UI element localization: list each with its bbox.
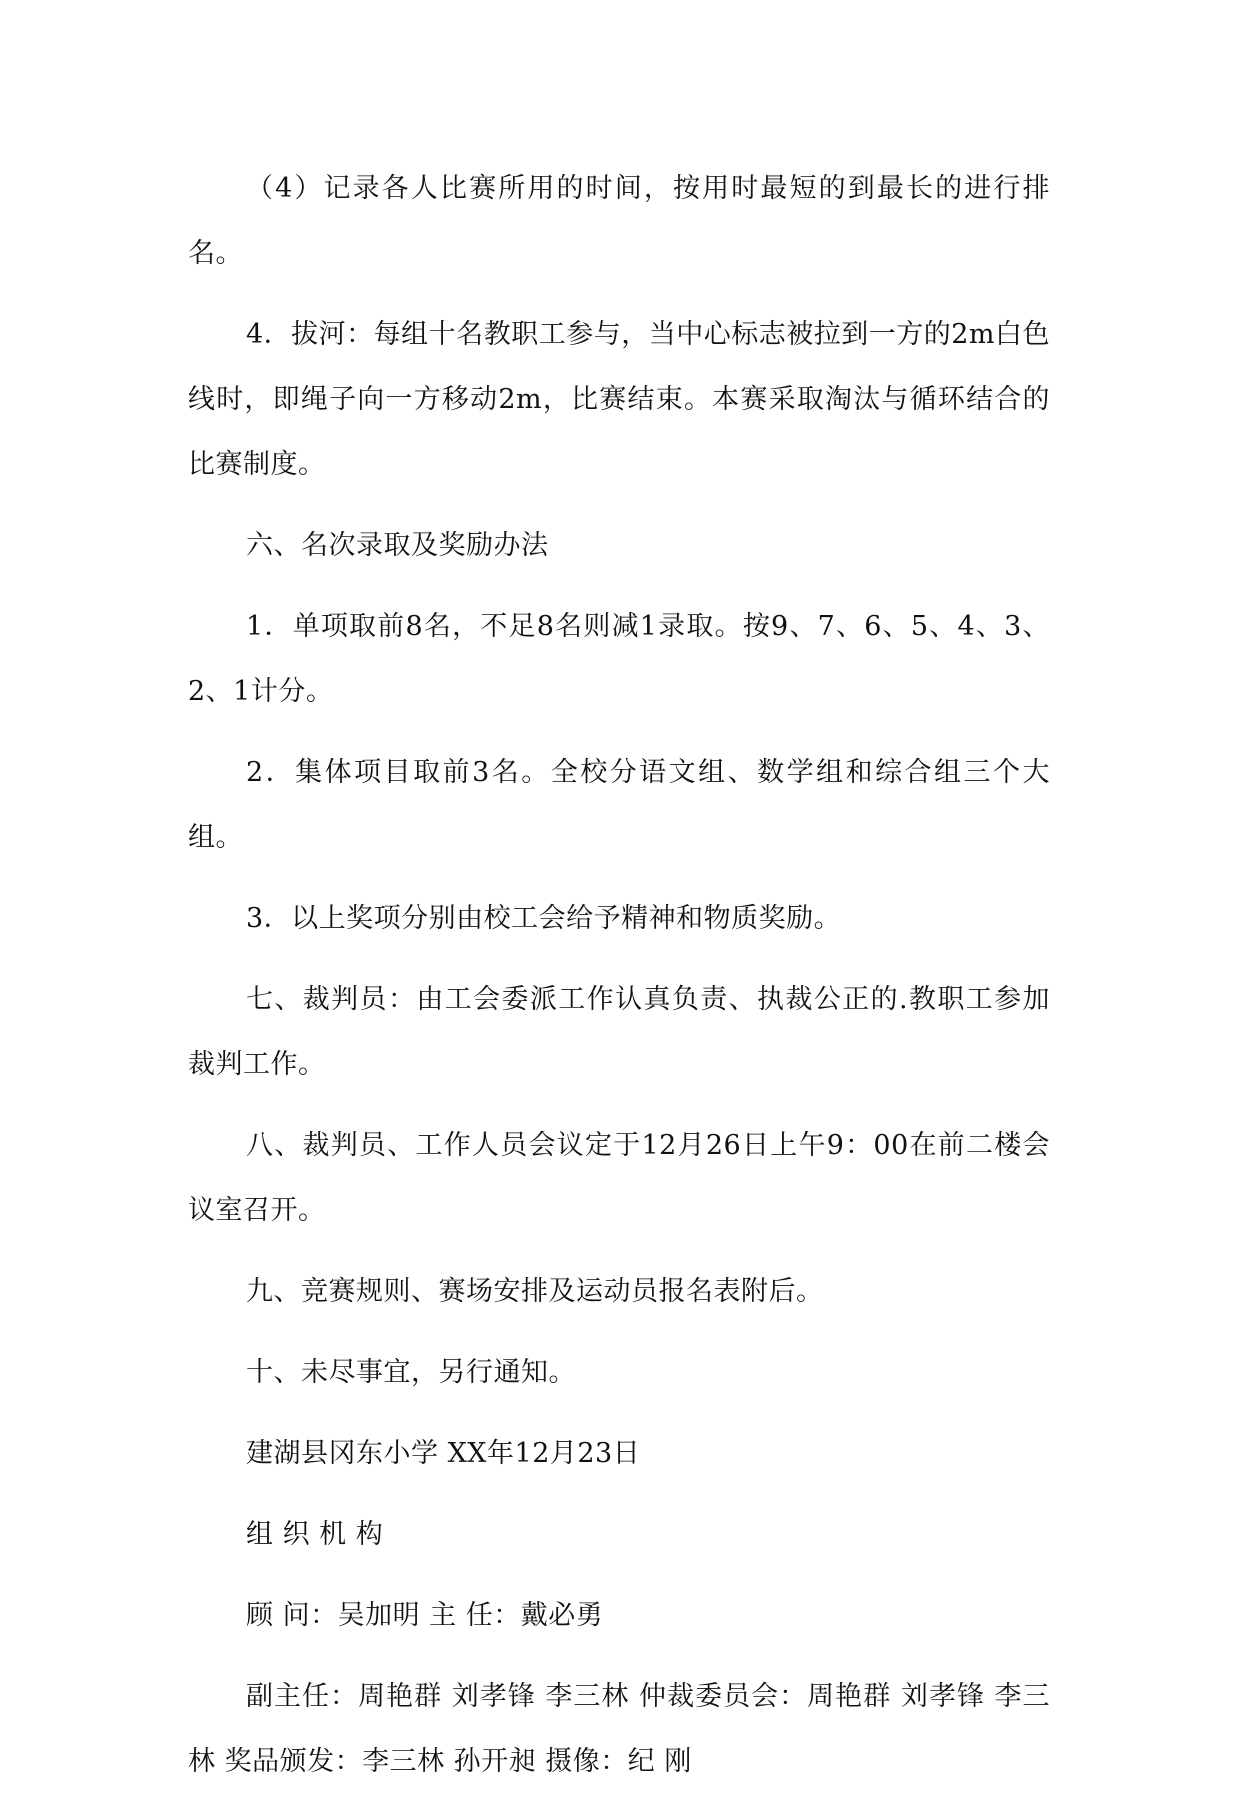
paragraph-tug-of-war: 4．拔河：每组十名教职工参与，当中心标志被拉到一方的2m白色线时，即绳子向一方移动2m，比赛结束。本赛采取淘汰与循环结合的比赛制度。: [188, 319, 1050, 480]
section-heading-awards: 六、名次录取及奖励办法: [246, 530, 549, 561]
paragraph-referees: 七、裁判员：由工会委派工作认真负责、执裁公正的.教职工参加裁判工作。: [188, 984, 1050, 1080]
paragraph-individual-ranking: 1．单项取前8名，不足8名则减1录取。按9、7、6、5、4、3、2、1计分。: [188, 611, 1051, 707]
section-heading-organization: 组 织 机 构: [246, 1519, 384, 1550]
signature-line: 建湖县冈东小学 XX年12月23日: [246, 1438, 641, 1469]
paragraph-timing-rule: （4）记录各人比赛所用的时间，按用时最短的到最长的进行排名。: [188, 173, 1050, 269]
paragraph-attachments: 九、竞赛规则、赛场安排及运动员报名表附后。: [246, 1276, 824, 1307]
paragraph-prizes: 3．以上奖项分别由校工会给予精神和物质奖励。: [246, 903, 842, 934]
document-body: [188, 156, 1050, 1794]
paragraph-other-matters: 十、未尽事宜，另行通知。: [246, 1357, 576, 1388]
paragraph-advisor-director: 顾 问：吴加明 主 任：戴必勇: [246, 1600, 604, 1631]
paragraph-committee-members: 副主任：周艳群 刘孝锋 李三林 仲裁委员会：周艳群 刘孝锋 李三林 奖品颁发：李三林 孙开昶 摄像：纪 刚: [188, 1681, 1050, 1777]
paragraph-team-ranking: 2．集体项目取前3名。全校分语文组、数学组和综合组三个大组。: [188, 757, 1050, 853]
paragraph-meeting: 八、裁判员、工作人员会议定于12月26日上午9：00在前二楼会议室召开。: [188, 1130, 1050, 1226]
